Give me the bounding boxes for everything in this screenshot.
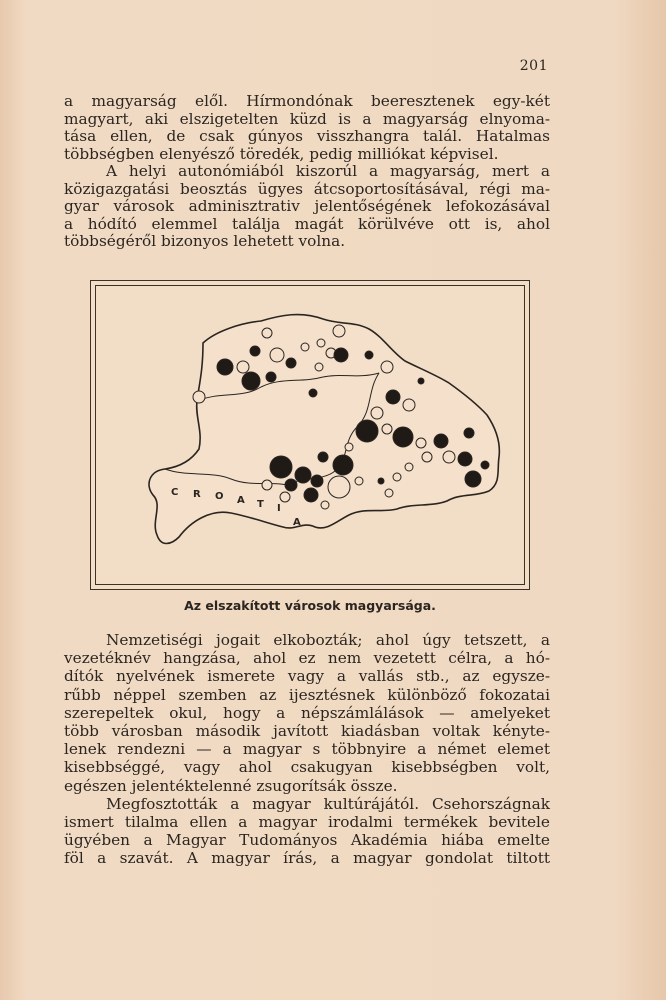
map-figure — [90, 280, 530, 590]
text-line: dítók nyelvének ismerete vagy a vallás stb., az egysze- — [64, 667, 550, 686]
paragraph-bottom — [64, 631, 550, 868]
text-line: Nemzetiségi jogait elkobozták; ahol úgy tetszett, a — [106, 631, 550, 649]
text-line: többségben elenyésző töredék, pedig milliókat képvisel. — [64, 144, 499, 163]
paragraph-top — [64, 93, 550, 251]
text-line: egészen jelentéktelenné zsugorítsák össze. — [64, 776, 398, 795]
page-number: 201 — [519, 58, 548, 74]
text-line: magyart, aki elszigetelten küzd is a magyarság elnyoma- — [64, 109, 550, 128]
text-line: ismert tilalma ellen a magyar irodalmi termékek bevitele — [64, 813, 550, 832]
text-line: több városban második javított kiadásban voltak kényte- — [64, 722, 550, 741]
map-letter: C — [171, 487, 179, 498]
text-line: a magyarság elől. Hírmondónak beeresztenek egy-két — [64, 92, 550, 110]
figure-caption: Az elszakított városok magyarsága. — [184, 598, 436, 613]
map-image — [91, 281, 531, 591]
map-letter: A — [293, 517, 301, 528]
text-line: Megfosztották a magyar kultúrájától. Csehországnak — [106, 794, 550, 813]
text-line: közigazgatási beosztás ügyes átcsoportosításával, régi ma- — [64, 179, 550, 198]
text-line: tása ellen, de csak gúnyos visszhangra talál. Hatalmas — [64, 127, 550, 145]
map-letter: I — [277, 503, 281, 514]
text-line: szerepeltek okul, hogy a népszámlálások — amelyeket — [64, 703, 550, 722]
text-line: vezetéknév hangzása, ahol ez nem vezetett célra, a hó- — [64, 649, 550, 668]
text-line: többségéről bizonyos lehetett volna. — [64, 232, 346, 250]
map-letter: O — [215, 491, 224, 502]
text-line: lenek rendezni — a magyar s többnyire a német elemet — [64, 740, 550, 759]
map-letter: R — [193, 489, 201, 500]
map-letter: A — [237, 495, 245, 506]
map-letter: T — [257, 499, 264, 510]
text-line: A helyi autonómiából kiszorúl a magyarság, mert a — [106, 162, 550, 180]
text-line: a hódító elemmel találja magát körülvéve ott is, ahol — [64, 214, 550, 233]
text-line: gyar városok adminisztrativ jelentőségének lefokozásával — [64, 197, 550, 215]
text-line: kisebbséggé, vagy ahol csakugyan kisebbségben volt, — [64, 758, 550, 777]
text-line: ügyében a Magyar Tudományos Akadémia hiába emelte — [64, 831, 550, 850]
text-line: rűbb néppel szemben az ijesztésnek különböző fokozatai — [64, 685, 550, 704]
text-line: föl a szavát. A magyar írás, a magyar gondolat tiltott — [64, 849, 550, 868]
